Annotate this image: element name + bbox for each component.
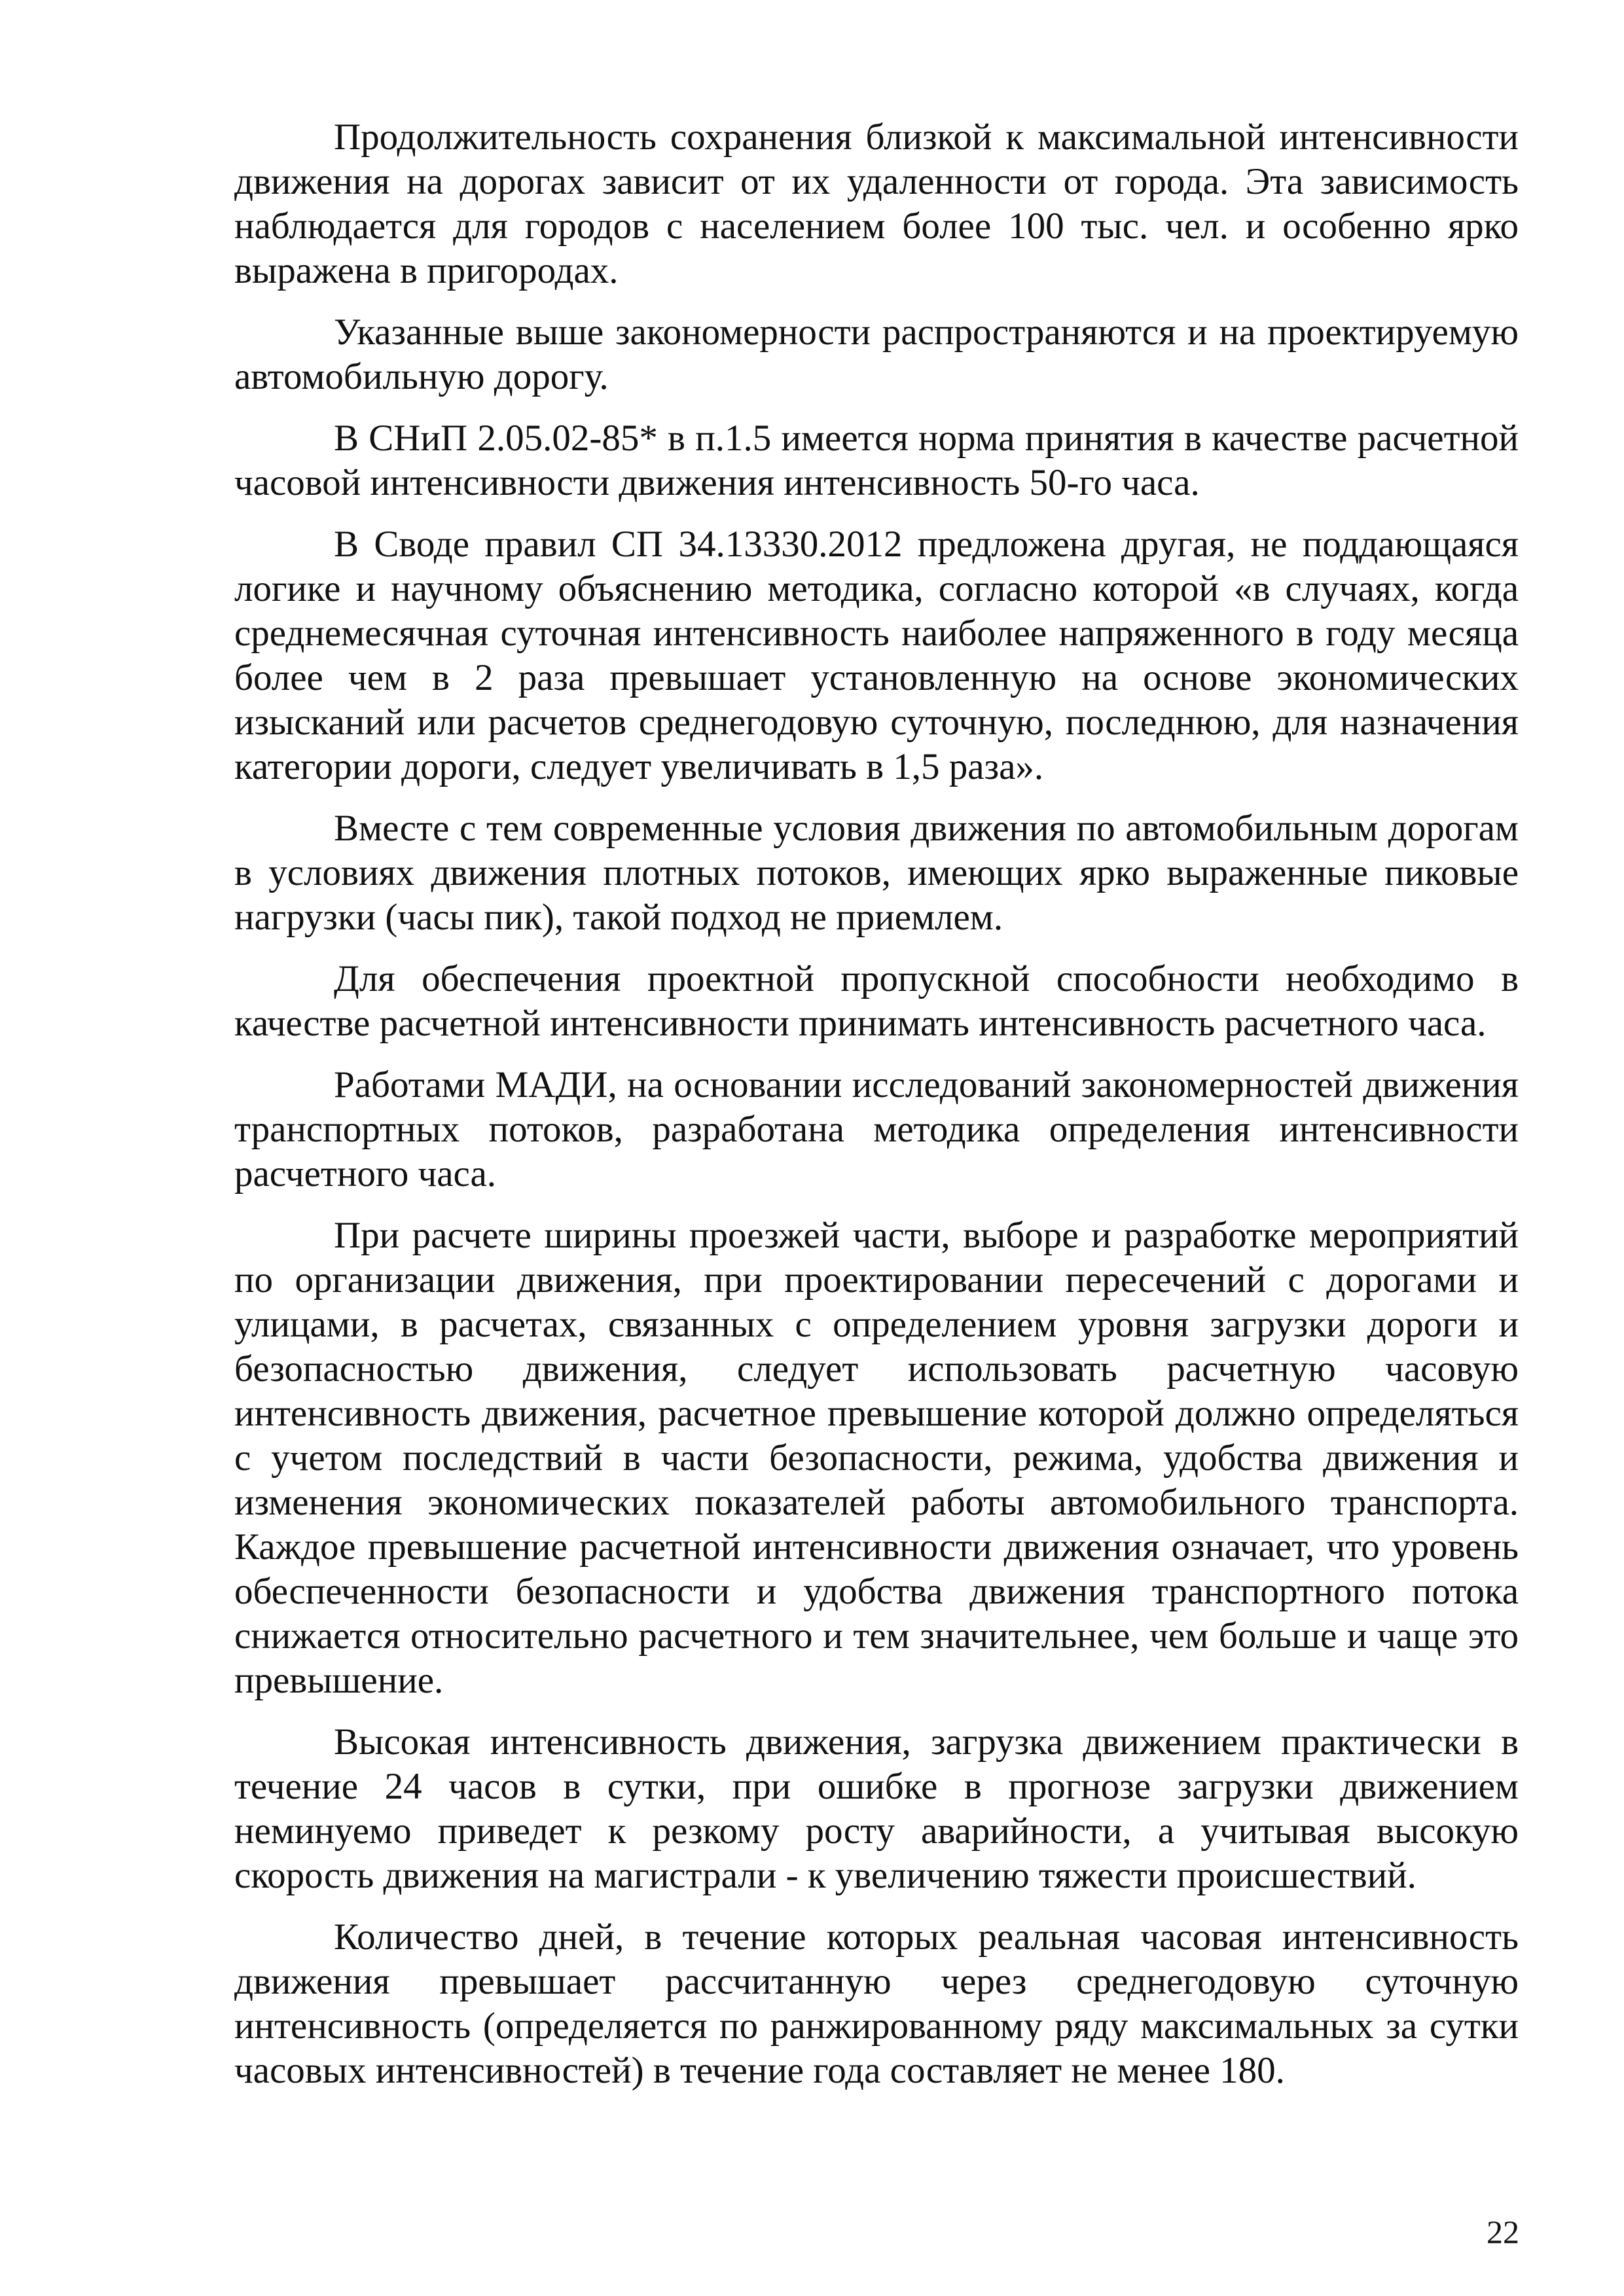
document-body (234, 115, 1519, 2110)
paragraph-2: Указанные выше закономерности распространяются и на проектируемую автомобильную дорогу. (234, 312, 1519, 397)
paragraph-7: Работами МАДИ, на основании исследований закономерностей движения транспортных потоков, разработана методика определения интенсивности расчетного часа. (234, 1064, 1519, 1194)
paragraph-1: Продолжительность сохранения близкой к максимальной интенсивности движения на дорогах зависит от их удаленности от города. Эта зависимость наблюдается для городов с населением более 100 тыс. чел. и особенно ярко выражена в пригородах. (234, 117, 1519, 291)
paragraph-4: В Своде правил СП 34.13330.2012 предложена другая, не поддающаяся логике и научному объяснению методика, согласно которой «в случаях, когда среднемесячная суточная интенсивность наиболее напряженного в году месяца более чем в 2 раза превышает установленную на основе экономических изысканий или расчетов среднегодовую суточную, последнюю, для назначения категории дороги, следует увеличивать в 1,5 раза». (234, 524, 1519, 787)
paragraph-8: При расчете ширины проезжей части, выборе и разработке мероприятий по организации движения, при проектировании пересечений с дорогами и улицами, в расчетах, связанных с определением уровня загрузки дороги и безопасностью движения, следует использовать расчетную часовую интенсивность движения, расчетное превышение которой должно определяться с учетом последствий в части безопасности, режима, удобства движения и изменения экономических показателей работы автомобильного транспорта. Каждое превышение расчетной интенсивности движения означает, что уровень обеспеченности безопасности и удобства движения транспортного потока снижается относительно расчетного и тем значительнее, чем больше и чаще это превышение. (234, 1215, 1519, 1701)
paragraph-3: В СНиП 2.05.02-85* в п.1.5 имеется норма принятия в качестве расчетной часовой интенсивности движения интенсивность 50-го часа. (234, 418, 1519, 503)
page-number: 22 (1487, 2214, 1519, 2250)
paragraph-10: Количество дней, в течение которых реальная часовая интенсивность движения превышает рассчитанную через среднегодовую суточную интенсивность (определяется по ранжированному ряду максимальных за сутки часовых интенсивностей) в течение года составляет не менее 180. (234, 1916, 1519, 2091)
paragraph-9: Высокая интенсивность движения, загрузка движением практически в течение 24 часов в сутки, при ошибке в прогнозе загрузки движением неминуемо приведет к резкому росту аварийности, а учитывая высокую скорость движения на магистрали - к увеличению тяжести происшествий. (234, 1721, 1519, 1896)
paragraph-5: Вместе с тем современные условия движения по автомобильным дорогам в условиях движения плотных потоков, имеющих ярко выраженные пиковые нагрузки (часы пик), такой подход не приемлем. (234, 808, 1519, 938)
paragraph-6: Для обеспечения проектной пропускной способности необходимо в качестве расчетной интенсивности принимать интенсивность расчетного часа. (234, 958, 1519, 1044)
